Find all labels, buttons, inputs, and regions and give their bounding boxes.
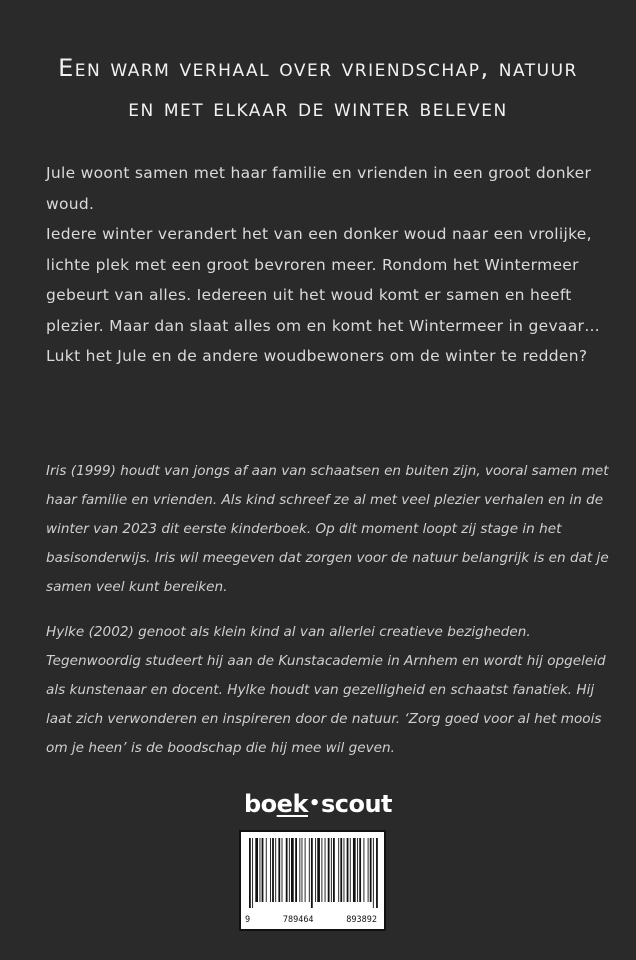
barcode-bar bbox=[340, 838, 342, 902]
isbn-group-1: 789464 bbox=[282, 915, 314, 925]
barcode-bar bbox=[328, 838, 330, 902]
barcode-bar bbox=[266, 838, 267, 902]
author-bio-iris: Iris (1999) houdt van jongs af aan van schaatsen en buiten zijn, vooral samen met haar familie en vrienden. Als kind schreef ze al met veel plezier verhalen en in de winter van 2023 dit eerste kinderboek. Op dit moment loopt zij stage in het basisonderwijs. Iris wil meegeven dat zorgen voor de natuur belangrijk is en dat je samen veel kunt bereiken. bbox=[46, 463, 609, 595]
tagline-line-1: Een warm verhaal over vriendschap, natuur bbox=[58, 54, 578, 82]
barcode-bar bbox=[359, 838, 361, 902]
barcode-bar bbox=[295, 838, 297, 902]
tagline-line-2: en met elkaar de winter beleven bbox=[128, 94, 508, 122]
barcode-bar bbox=[325, 838, 326, 902]
barcode-bar bbox=[376, 838, 378, 908]
isbn-barcode bbox=[239, 830, 386, 931]
barcode-bar bbox=[317, 838, 320, 902]
barcode-bar bbox=[291, 838, 294, 902]
barcode-bar bbox=[275, 838, 276, 902]
barcode-bar bbox=[353, 838, 356, 902]
barcode-bar bbox=[270, 838, 271, 902]
cover-tagline bbox=[0, 48, 636, 128]
publisher-logo bbox=[0, 790, 636, 818]
barcode-bar bbox=[262, 838, 264, 902]
blurb-paragraph-1: Jule woont samen met haar familie en vrienden in een groot donker woud. bbox=[46, 164, 592, 213]
isbn-digits bbox=[243, 915, 383, 925]
logo-part-2: ek bbox=[276, 790, 308, 818]
barcode-bar bbox=[315, 838, 316, 902]
barcode-bar bbox=[333, 838, 335, 902]
barcode-bar bbox=[305, 838, 306, 902]
logo-separator: • bbox=[308, 793, 320, 814]
barcode-bar bbox=[331, 838, 332, 902]
barcode-bar bbox=[357, 838, 358, 902]
barcode-bar bbox=[373, 838, 374, 908]
barcode-bar bbox=[347, 838, 349, 902]
barcode-bar bbox=[260, 838, 261, 902]
isbn-prefix: 9 bbox=[245, 915, 251, 925]
barcode-bar bbox=[363, 838, 364, 902]
barcode-bar bbox=[370, 838, 372, 902]
barcode-bar bbox=[255, 838, 258, 902]
barcode-bar bbox=[272, 838, 274, 902]
isbn-group-2: 893892 bbox=[346, 915, 377, 925]
barcode-bar bbox=[278, 838, 280, 902]
barcode-bar bbox=[311, 838, 313, 908]
barcode-bars bbox=[247, 838, 379, 908]
illustrator-bio-hylke: Hylke (2002) genoot als klein kind al van allerlei creatieve bezigheden. Tegenwoordig studeert hij aan de Kunstacademie in Arnhem en wordt hij opgeleid als kunstenaar en docent. Hylke houdt van gezelligheid en schaatst fanatiek. Hij laat zich verwonderen en inspireren door de natuur. ‘Zorg goed voor al het moois om je heen’ is de boodschap die hij mee wil geven. bbox=[46, 624, 606, 756]
barcode-bar bbox=[249, 838, 251, 908]
barcode-bar bbox=[368, 838, 369, 902]
barcode-bar bbox=[309, 838, 310, 902]
barcode-bar bbox=[252, 838, 253, 908]
barcode-bar bbox=[302, 838, 303, 902]
logo-part-1: bo bbox=[244, 790, 277, 818]
barcode-bar bbox=[299, 838, 300, 902]
blurb-paragraph-3: Lukt het Jule en de andere woudbewoners om de winter te redden? bbox=[46, 347, 588, 365]
barcode-bar bbox=[338, 838, 339, 902]
barcode-bar bbox=[321, 838, 322, 902]
book-blurb bbox=[46, 158, 606, 372]
blurb-paragraph-2: Iedere winter verandert het van een donker woud naar een vrolijke, lichte plek met een groot bevroren meer. Rondom het Wintermeer gebeurt van alles. Iedereen uit het woud komt er samen en heeft plezier. Maar dan slaat alles om en komt het Wintermeer in gevaar… bbox=[46, 225, 600, 335]
barcode-bar bbox=[344, 838, 345, 902]
barcode-bar bbox=[289, 838, 290, 902]
logo-part-3: scout bbox=[320, 790, 392, 818]
barcode-bar bbox=[286, 838, 288, 902]
barcode-bar bbox=[350, 838, 351, 902]
barcode-bar bbox=[282, 838, 283, 902]
